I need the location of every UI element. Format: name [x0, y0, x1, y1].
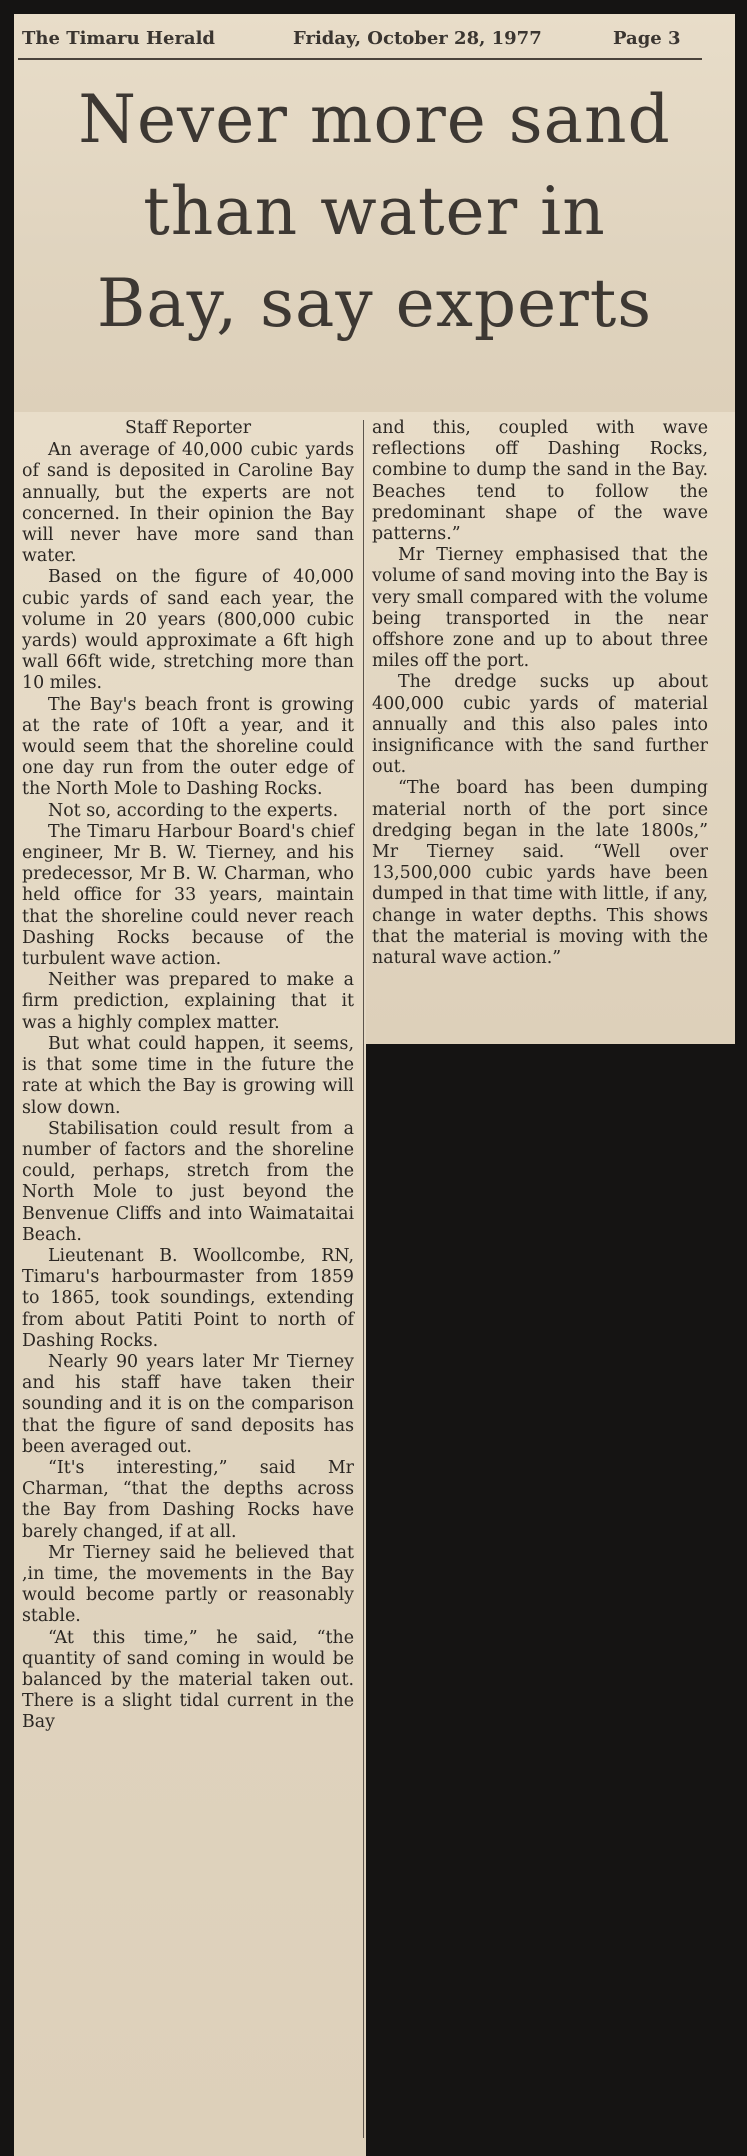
- column-divider: [363, 420, 364, 2138]
- paragraph: Mr Tierney said he believed that ,in time, the movements in the Bay would become partly or reasonably stable.: [22, 1542, 354, 1627]
- byline: Staff Reporter: [124, 418, 252, 438]
- paragraph: The dredge sucks up about 400,000 cubic yards of material annually and this also pales into insignificance with the sand further out.: [372, 672, 708, 778]
- article-column-left: [22, 418, 354, 1734]
- paragraph: Lieutenant B. Woollcombe, RN, Timaru's harbourmaster from 1859 to 1865, took soundings, extending from about Patiti Point to north of Dashing Rocks.: [22, 1245, 354, 1351]
- headline: [14, 74, 735, 350]
- paragraph: Based on the figure of 40,000 cubic yards of sand each year, the volume in 20 years (800,000 cubic yards) would approximate a 6ft high wall 66ft wide, stretching more than 10 miles.: [22, 567, 354, 694]
- paragraph: “It's interesting,” said Mr Charman, “that the depths across the Bay from Dashing Rocks have barely changed, if at all.: [22, 1457, 354, 1542]
- headline-line-2: than water in: [143, 173, 606, 250]
- headline-line-3: Bay, say experts: [96, 265, 653, 342]
- headline-line-1: Never more sand: [78, 81, 671, 158]
- paragraph: Neither was prepared to make a firm prediction, explaining that it was a highly complex matter.: [22, 970, 354, 1033]
- paragraph: Not so, according to the experts.: [48, 800, 339, 821]
- masthead-page-number: Page 3: [613, 28, 681, 49]
- paragraph: “At this time,” he said, “the quantity of sand coming in would be balanced by the material taken out. There is a slight tidal current in the Bay: [22, 1627, 354, 1733]
- article-column-right: [372, 418, 708, 969]
- paragraph: But what could happen, it seems, is that some time in the future the rate at which the Bay is growing will slow down.: [22, 1033, 354, 1118]
- masthead-date: Friday, October 28, 1977: [293, 28, 542, 49]
- paragraph: “The board has been dumping material north of the port since dredging began in the late 1800s,” Mr Tierney said. “Well over 13,500,000 cubic yards have been dumped in that time with little, if any, change in water depths. This shows that the material is moving with the natural wave action.”: [372, 778, 708, 969]
- paragraph: Mr Tierney emphasised that the volume of sand moving into the Bay is very small compared with the volume being transported in the near offshore zone and up to about three miles off the port.: [372, 545, 708, 672]
- paragraph: and this, coupled with wave reflections off Dashing Rocks, combine to dump the sand in the Bay. Beaches tend to follow the predominant shape of the wave patterns.”: [372, 418, 708, 545]
- paragraph: Nearly 90 years later Mr Tierney and his staff have taken their sounding and it is on the comparison that the figure of sand deposits has been averaged out.: [22, 1351, 354, 1457]
- paragraph: An average of 40,000 cubic yards of sand is deposited in Caroline Bay annually, but the experts are not concerned. In their opinion the Bay will never have more sand than water.: [22, 440, 354, 567]
- paragraph: Stabilisation could result from a number of factors and the shoreline could, perhaps, stretch from the North Mole to just beyond the Benvenue Cliffs and into Waimataitai Beach.: [22, 1118, 354, 1245]
- masthead: [18, 20, 698, 56]
- paragraph: The Timaru Harbour Board's chief engineer, Mr B. W. Tierney, and his predecessor, Mr B. W. Charman, who held office for 33 years, maintain that the shoreline could never reach Dashing Rocks because of the turbulent wave action.: [22, 821, 354, 970]
- masthead-paper-name: The Timaru Herald: [22, 28, 216, 49]
- paragraph: The Bay's beach front is growing at the rate of 10ft a year, and it would seem that the shoreline could one day run from the outer edge of the North Mole to Dashing Rocks.: [22, 694, 354, 800]
- masthead-rule: [18, 58, 702, 60]
